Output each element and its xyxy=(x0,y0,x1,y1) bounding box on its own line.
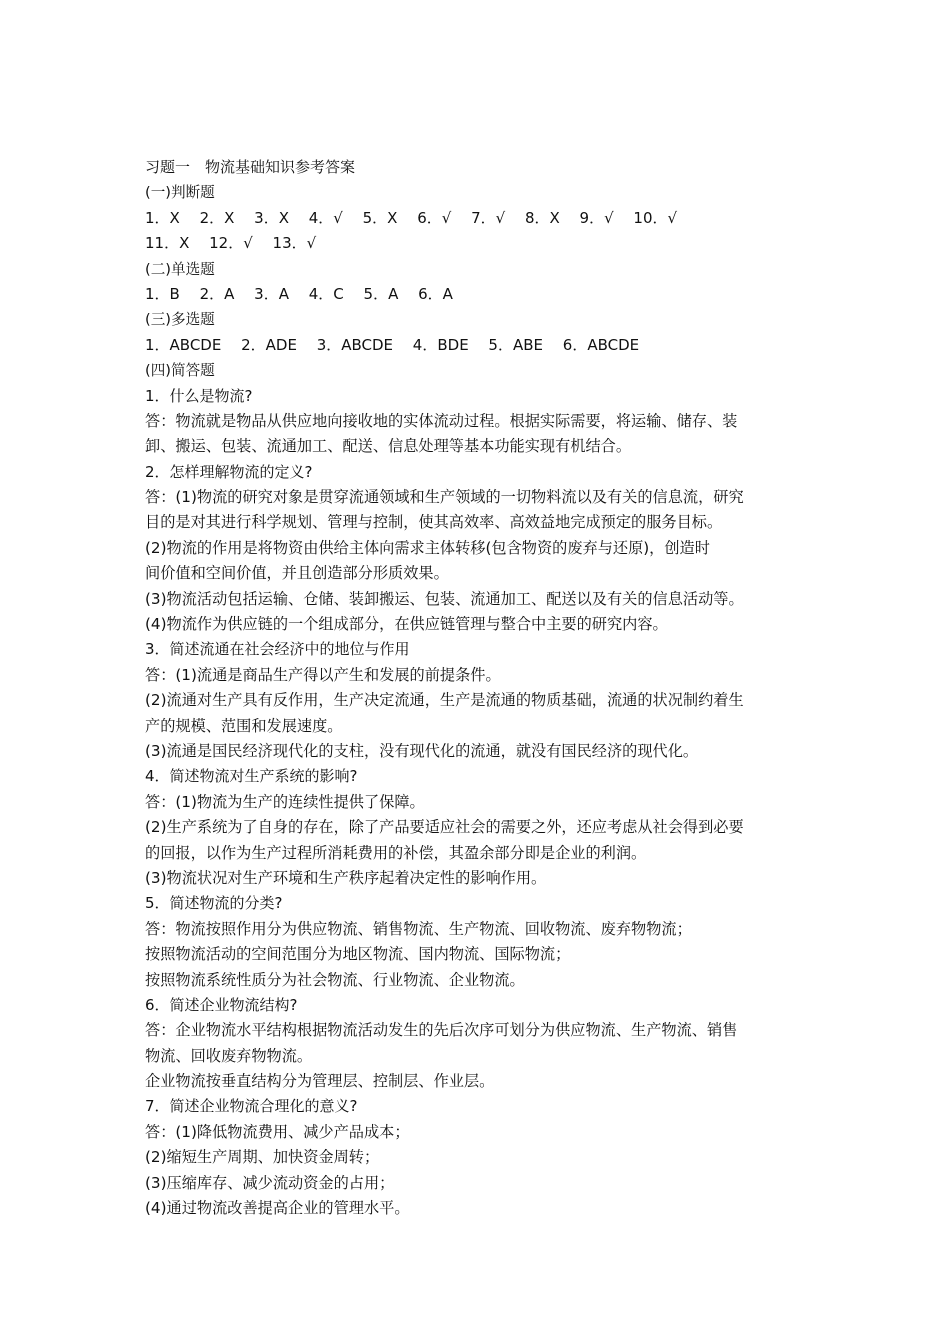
question-line: 2．怎样理解物流的定义? xyxy=(145,462,313,481)
answer-text-line: 答：物流就是物品从供应地向接收地的实体流动过程。根据实际需要，将运输、储存、装 xyxy=(145,411,738,430)
question-line: 7．简述企业物流合理化的意义? xyxy=(145,1097,358,1116)
answer-line: 11．X 12．√ 13．√ xyxy=(145,234,317,253)
question-line: 1．什么是物流? xyxy=(145,386,253,405)
answer-line: 1．B 2．A 3．A 4．C 5．A 6．A xyxy=(145,284,453,303)
answer-text-line: (3)物流活动包括运输、仓储、装卸搬运、包装、流通加工、配送以及有关的信息活动等。 xyxy=(145,589,744,608)
answer-text-line: (4)通过物流改善提高企业的管理水平。 xyxy=(145,1199,410,1218)
answer-text-line: (3)物流状况对生产环境和生产秩序起着决定性的影响作用。 xyxy=(145,868,547,887)
answer-line: 1．X 2．X 3．X 4．√ 5．X 6．√ 7．√ 8．X 9．√ 10．√ xyxy=(145,208,678,227)
section-heading-short: (四)简答题 xyxy=(145,362,215,380)
question-line: 5．简述物流的分类? xyxy=(145,894,283,913)
answer-text-line: (2)流通对生产具有反作用，生产决定流通，生产是流通的物质基础，流通的状况制约着生 xyxy=(145,691,744,710)
answer-text-line: 间价值和空间价值，并且创造部分形质效果。 xyxy=(145,564,449,583)
question-line: 3．简述流通在社会经济中的地位与作用 xyxy=(145,640,410,659)
short-answer-list xyxy=(145,384,810,1222)
answer-text-line: 答：(1)物流为生产的连续性提供了保障。 xyxy=(145,792,425,811)
answer-text-line: 产的规模、范围和发展速度。 xyxy=(145,716,343,735)
answer-text-line: 按照物流活动的空间范围分为地区物流、国内物流、国际物流； xyxy=(145,945,571,964)
answer-text-line: 答：物流按照作用分为供应物流、销售物流、生产物流、回收物流、废弃物物流； xyxy=(145,919,692,938)
section-heading-judge: (一)判断题 xyxy=(145,184,215,202)
answer-text-line: 企业物流按垂直结构分为管理层、控制层、作业层。 xyxy=(145,1072,495,1091)
section-heading-single: (二)单选题 xyxy=(145,260,215,278)
answer-text-line: 物流、回收废弃物物流。 xyxy=(145,1046,313,1065)
answer-text-line: 按照物流系统性质分为社会物流、行业物流、企业物流。 xyxy=(145,970,525,989)
answer-text-line: (2)物流的作用是将物资由供给主体向需求主体转移(包含物资的废弃与还原)，创造时 xyxy=(145,538,710,557)
answer-text-line: 答：(1)降低物流费用、减少产品成本； xyxy=(145,1122,410,1141)
answer-text-line: (4)物流作为供应链的一个组成部分，在供应链管理与整合中主要的研究内容。 xyxy=(145,615,668,634)
document-title: 习题一 物流基础知识参考答案 xyxy=(145,158,356,176)
answer-text-line: (2)缩短生产周期、加快资金周转； xyxy=(145,1148,380,1167)
answer-text-line: (3)流通是国民经济现代化的支柱，没有现代化的流通，就没有国民经济的现代化。 xyxy=(145,741,699,760)
document-body xyxy=(145,155,810,1221)
answer-text-line: 答：(1)物流的研究对象是贯穿流通领域和生产领域的一切物料流以及有关的信息流，研究 xyxy=(145,488,744,507)
question-line: 4．简述物流对生产系统的影响? xyxy=(145,767,358,786)
answer-text-line: 答：(1)流通是商品生产得以产生和发展的前提条件。 xyxy=(145,665,501,684)
answer-text-line: 的回报，以作为生产过程所消耗费用的补偿，其盈余部分即是企业的利润。 xyxy=(145,843,647,862)
answer-text-line: 答：企业物流水平结构根据物流活动发生的先后次序可划分为供应物流、生产物流、销售 xyxy=(145,1021,738,1040)
answer-text-line: (3)压缩库存、减少流动资金的占用； xyxy=(145,1173,395,1192)
answer-text-line: 目的是对其进行科学规划、管理与控制，使其高效率、高效益地完成预定的服务目标。 xyxy=(145,513,723,532)
section-heading-multi: (三)多选题 xyxy=(145,311,215,329)
answer-text-line: 卸、搬运、包装、流通加工、配送、信息处理等基本功能实现有机结合。 xyxy=(145,437,631,456)
answer-text-line: (2)生产系统为了自身的存在，除了产品要适应社会的需要之外，还应考虑从社会得到必要 xyxy=(145,818,744,837)
answer-line: 1．ABCDE 2．ADE 3．ABCDE 4．BDE 5．ABE 6．ABCDE xyxy=(145,335,640,354)
question-line: 6．简述企业物流结构? xyxy=(145,995,298,1014)
